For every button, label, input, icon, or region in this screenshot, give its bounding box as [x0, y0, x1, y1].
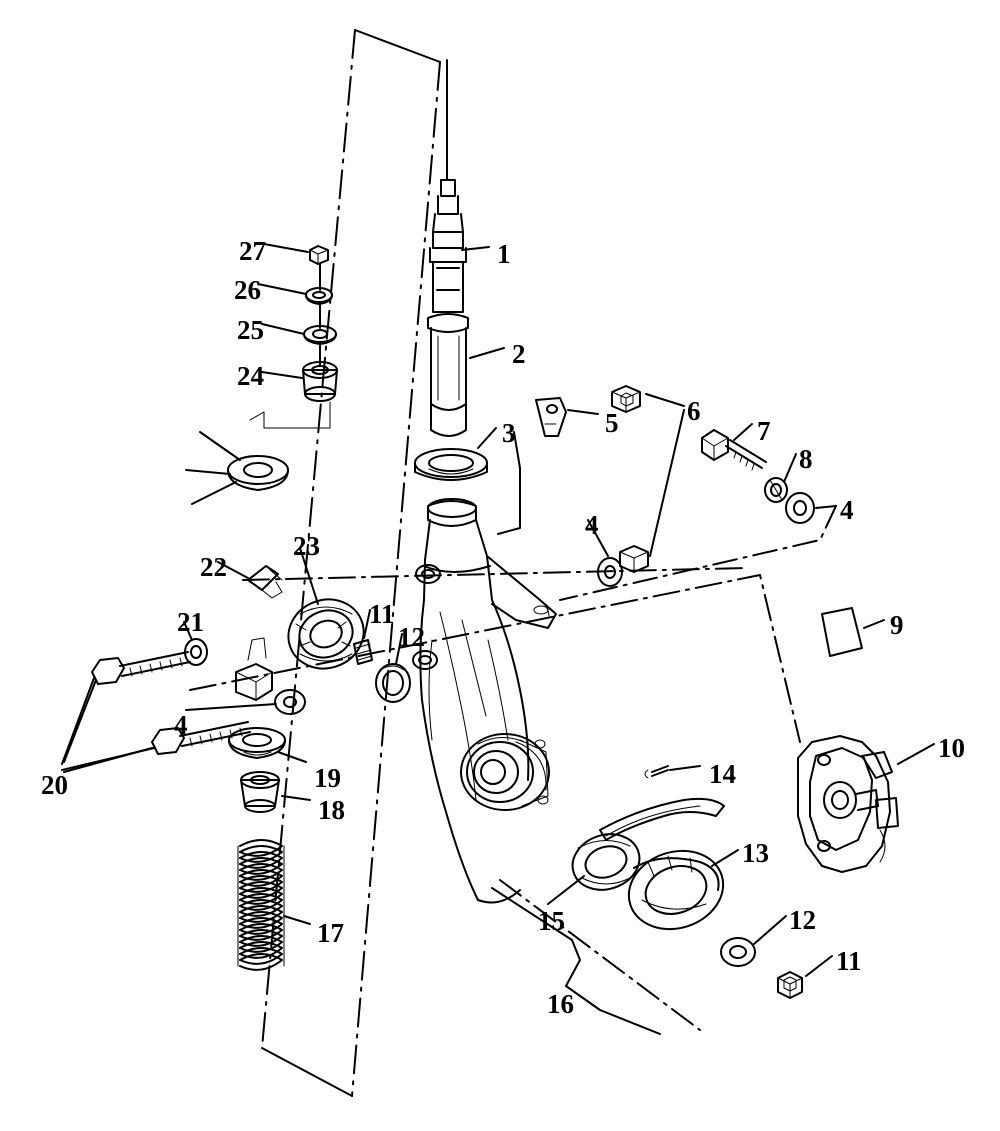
callout-14[interactable]: 14 — [709, 759, 736, 789]
callout-18[interactable]: 18 — [318, 795, 345, 825]
callout-25[interactable]: 25 — [237, 315, 264, 345]
callout-4c[interactable]: 4 — [174, 710, 188, 740]
callout-27[interactable]: 27 — [239, 236, 266, 266]
callout-11b[interactable]: 11 — [836, 946, 862, 976]
callout-1[interactable]: 1 — [497, 239, 511, 269]
callout-23[interactable]: 23 — [293, 531, 320, 561]
callout-9[interactable]: 9 — [890, 610, 904, 640]
callout-13[interactable]: 13 — [742, 838, 769, 868]
callout-16[interactable]: 16 — [547, 989, 574, 1019]
callout-3[interactable]: 3 — [502, 418, 516, 448]
callout-12a[interactable]: 12 — [398, 622, 425, 652]
callout-10[interactable]: 10 — [938, 733, 965, 763]
callout-24[interactable]: 24 — [237, 361, 264, 391]
callout-12b[interactable]: 12 — [789, 905, 816, 935]
callout-26[interactable]: 26 — [234, 275, 261, 305]
callout-11a[interactable]: 11 — [369, 599, 395, 629]
callout-2[interactable]: 2 — [512, 339, 526, 369]
callout-6[interactable]: 6 — [687, 396, 701, 426]
callout-21[interactable]: 21 — [177, 607, 204, 637]
callout-4a[interactable]: 4 — [585, 510, 599, 540]
callout-20[interactable]: 20 — [41, 770, 68, 800]
callout-4b[interactable]: 4 — [840, 495, 854, 525]
callout-19[interactable]: 19 — [314, 763, 341, 793]
callout-5[interactable]: 5 — [605, 408, 619, 438]
callout-17[interactable]: 17 — [317, 918, 344, 948]
callout-22[interactable]: 22 — [200, 552, 227, 582]
callout-7[interactable]: 7 — [757, 416, 771, 446]
callout-15[interactable]: 15 — [538, 906, 565, 936]
callout-8[interactable]: 8 — [799, 444, 813, 474]
